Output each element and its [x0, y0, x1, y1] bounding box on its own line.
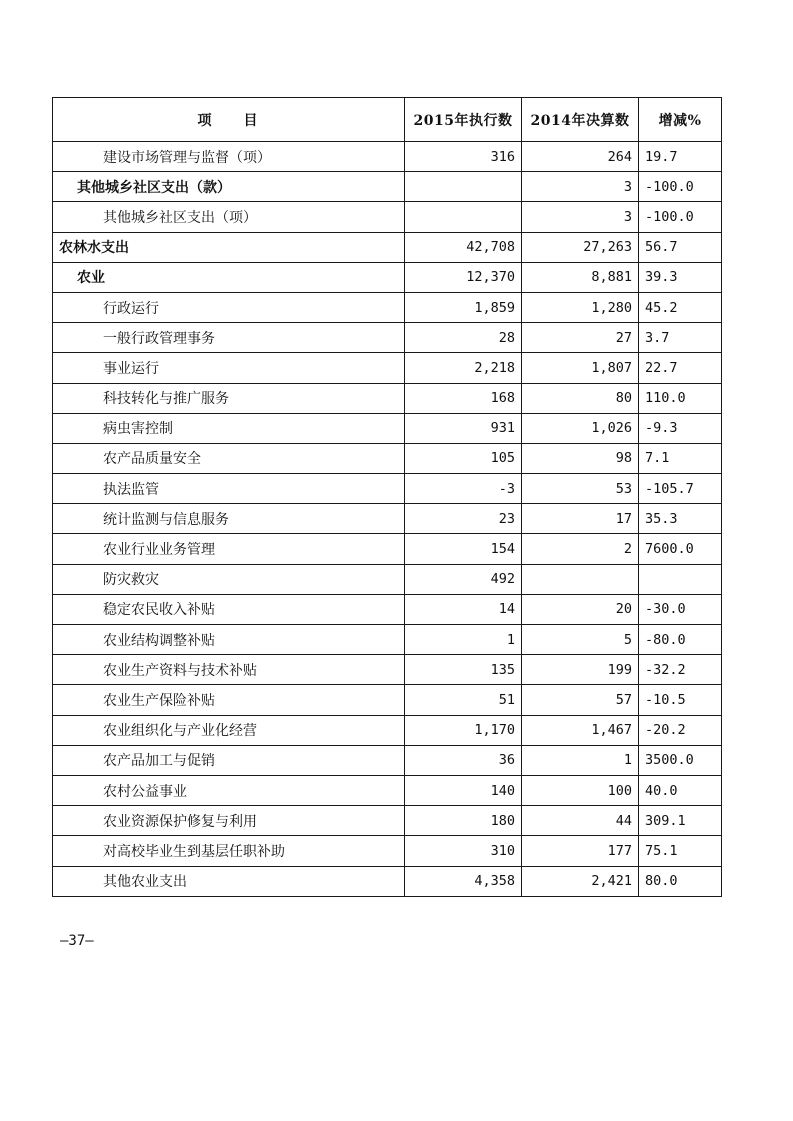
- table-row: [53, 232, 722, 262]
- row-change-percent: -100.0: [639, 202, 722, 232]
- row-value-2014: 1,026: [522, 413, 639, 443]
- table-row: [53, 745, 722, 775]
- row-value-2015: 28: [405, 323, 522, 353]
- row-value-2015: 135: [405, 655, 522, 685]
- row-change-percent: -20.2: [639, 715, 722, 745]
- row-value-2015: 180: [405, 806, 522, 836]
- row-item-name: 行政运行: [53, 292, 405, 322]
- row-value-2015: 4,358: [405, 866, 522, 896]
- row-value-2015: 154: [405, 534, 522, 564]
- row-value-2015: 492: [405, 564, 522, 594]
- table-row: [53, 353, 722, 383]
- table-row: [53, 836, 722, 866]
- row-change-percent: -100.0: [639, 172, 722, 202]
- row-value-2015: 14: [405, 594, 522, 624]
- row-value-2015: 168: [405, 383, 522, 413]
- row-item-name: 病虫害控制: [53, 413, 405, 443]
- table-row: [53, 775, 722, 805]
- row-value-2014: 177: [522, 836, 639, 866]
- table-row: [53, 564, 722, 594]
- row-item-name: 防灾救灾: [53, 564, 405, 594]
- row-value-2015: 51: [405, 685, 522, 715]
- row-change-percent: -80.0: [639, 625, 722, 655]
- table-row: [53, 715, 722, 745]
- row-change-percent: 19.7: [639, 142, 722, 172]
- table-body: [53, 142, 722, 897]
- row-item-name: 农业: [53, 262, 405, 292]
- header-change: 增减%: [639, 98, 722, 142]
- row-value-2015: [405, 172, 522, 202]
- row-value-2014: 27: [522, 323, 639, 353]
- row-change-percent: -32.2: [639, 655, 722, 685]
- row-value-2014: 199: [522, 655, 639, 685]
- row-change-percent: 39.3: [639, 262, 722, 292]
- table-row: [53, 172, 722, 202]
- row-value-2015: 310: [405, 836, 522, 866]
- row-value-2014: 1,280: [522, 292, 639, 322]
- row-item-name: 建设市场管理与监督（项）: [53, 142, 405, 172]
- row-item-name: 稳定农民收入补贴: [53, 594, 405, 624]
- row-item-name: 一般行政管理事务: [53, 323, 405, 353]
- header-item-part2: 目: [243, 112, 260, 129]
- table-row: [53, 866, 722, 896]
- row-value-2015: 931: [405, 413, 522, 443]
- row-value-2015: 12,370: [405, 262, 522, 292]
- row-value-2014: 2: [522, 534, 639, 564]
- row-value-2015: -3: [405, 474, 522, 504]
- table-row: [53, 655, 722, 685]
- row-value-2014: 57: [522, 685, 639, 715]
- header-2014: 2014年决算数: [522, 98, 639, 142]
- row-value-2015: 140: [405, 775, 522, 805]
- row-value-2014: 1,807: [522, 353, 639, 383]
- row-value-2015: 2,218: [405, 353, 522, 383]
- table-row: [53, 625, 722, 655]
- row-value-2015: 1,170: [405, 715, 522, 745]
- row-value-2015: 316: [405, 142, 522, 172]
- row-change-percent: 3.7: [639, 323, 722, 353]
- row-item-name: 其他城乡社区支出（项）: [53, 202, 405, 232]
- row-change-percent: 22.7: [639, 353, 722, 383]
- row-item-name: 农业行业业务管理: [53, 534, 405, 564]
- row-change-percent: -105.7: [639, 474, 722, 504]
- row-item-name: 农业组织化与产业化经营: [53, 715, 405, 745]
- row-change-percent: 80.0: [639, 866, 722, 896]
- row-item-name: 事业运行: [53, 353, 405, 383]
- row-item-name: 农业结构调整补贴: [53, 625, 405, 655]
- header-row: [53, 98, 722, 142]
- row-item-name: 对高校毕业生到基层任职补助: [53, 836, 405, 866]
- table-row: [53, 202, 722, 232]
- row-item-name: 其他农业支出: [53, 866, 405, 896]
- row-item-name: 农业生产保险补贴: [53, 685, 405, 715]
- row-item-name: 统计监测与信息服务: [53, 504, 405, 534]
- table-header: [53, 98, 722, 142]
- table-row: [53, 504, 722, 534]
- row-value-2014: 20: [522, 594, 639, 624]
- row-value-2015: 36: [405, 745, 522, 775]
- header-2015: 2015年执行数: [405, 98, 522, 142]
- row-value-2015: 105: [405, 443, 522, 473]
- table-row: [53, 142, 722, 172]
- row-item-name: 农业生产资料与技术补贴: [53, 655, 405, 685]
- row-change-percent: 35.3: [639, 504, 722, 534]
- table-row: [53, 323, 722, 353]
- row-value-2014: [522, 564, 639, 594]
- table-row: [53, 594, 722, 624]
- table-row: [53, 534, 722, 564]
- row-change-percent: -9.3: [639, 413, 722, 443]
- row-value-2014: 53: [522, 474, 639, 504]
- page-number: —37—: [60, 933, 94, 949]
- row-change-percent: 45.2: [639, 292, 722, 322]
- row-value-2015: 42,708: [405, 232, 522, 262]
- table-row: [53, 685, 722, 715]
- row-value-2014: 80: [522, 383, 639, 413]
- row-change-percent: 7600.0: [639, 534, 722, 564]
- row-value-2014: 2,421: [522, 866, 639, 896]
- row-value-2014: 100: [522, 775, 639, 805]
- row-change-percent: -30.0: [639, 594, 722, 624]
- table-row: [53, 443, 722, 473]
- row-value-2014: 3: [522, 202, 639, 232]
- row-item-name: 农产品质量安全: [53, 443, 405, 473]
- table-row: [53, 383, 722, 413]
- row-item-name: 执法监管: [53, 474, 405, 504]
- row-item-name: 农村公益事业: [53, 775, 405, 805]
- row-item-name: 农林水支出: [53, 232, 405, 262]
- row-value-2014: 44: [522, 806, 639, 836]
- row-value-2014: 17: [522, 504, 639, 534]
- row-change-percent: 75.1: [639, 836, 722, 866]
- row-change-percent: 7.1: [639, 443, 722, 473]
- row-value-2015: 23: [405, 504, 522, 534]
- row-change-percent: 3500.0: [639, 745, 722, 775]
- table-row: [53, 474, 722, 504]
- row-item-name: 农产品加工与促销: [53, 745, 405, 775]
- row-item-name: 其他城乡社区支出（款）: [53, 172, 405, 202]
- row-item-name: 农业资源保护修复与利用: [53, 806, 405, 836]
- budget-table: [52, 97, 722, 897]
- row-item-name: 科技转化与推广服务: [53, 383, 405, 413]
- row-value-2014: 27,263: [522, 232, 639, 262]
- row-change-percent: 40.0: [639, 775, 722, 805]
- table-row: [53, 413, 722, 443]
- row-change-percent: [639, 564, 722, 594]
- row-change-percent: 309.1: [639, 806, 722, 836]
- row-value-2014: 98: [522, 443, 639, 473]
- row-value-2014: 1: [522, 745, 639, 775]
- row-change-percent: 56.7: [639, 232, 722, 262]
- table-row: [53, 806, 722, 836]
- table-row: [53, 292, 722, 322]
- row-value-2014: 3: [522, 172, 639, 202]
- row-change-percent: -10.5: [639, 685, 722, 715]
- header-item: [53, 98, 405, 142]
- row-value-2015: [405, 202, 522, 232]
- table-row: [53, 262, 722, 292]
- header-item-part1: 项: [197, 112, 214, 129]
- row-value-2015: 1,859: [405, 292, 522, 322]
- row-value-2014: 5: [522, 625, 639, 655]
- row-value-2015: 1: [405, 625, 522, 655]
- row-value-2014: 8,881: [522, 262, 639, 292]
- row-change-percent: 110.0: [639, 383, 722, 413]
- row-value-2014: 1,467: [522, 715, 639, 745]
- row-value-2014: 264: [522, 142, 639, 172]
